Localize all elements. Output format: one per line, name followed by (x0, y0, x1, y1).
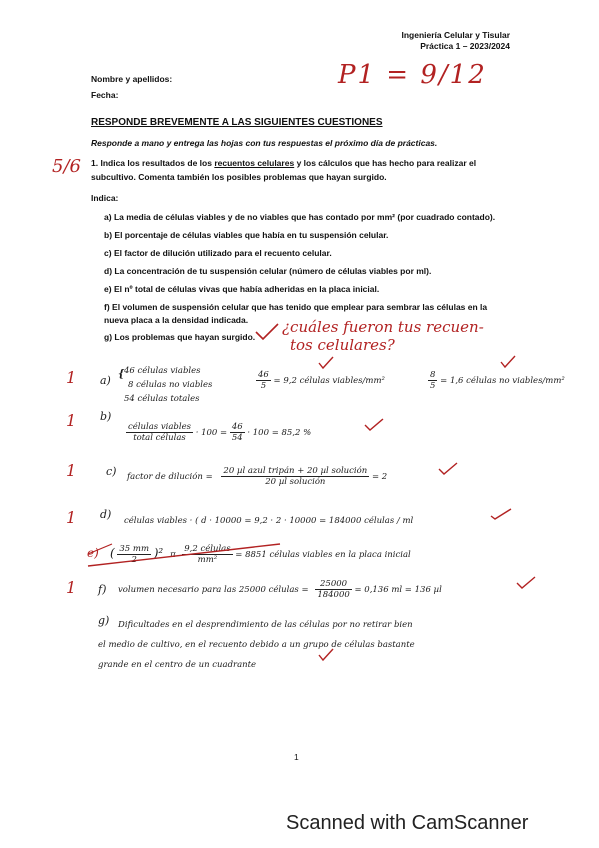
question-text (91, 158, 521, 169)
question-text-c: subcultivo. Comenta también los posibles problemas que hayan surgido. (91, 172, 387, 182)
teacher-comment-line2: tos celulares? (290, 336, 395, 354)
answer-d-label: d) (100, 508, 112, 521)
list-item: b) El porcentaje de células viables que había en tu suspensión celular. (104, 230, 389, 240)
instructions: Responde a mano y entrega las hojas con tus respuestas el próximo día de prácticas. (91, 138, 438, 148)
name-label: Nombre y apellidos: (91, 74, 173, 84)
answer-a-calc2: $\frac{8}{5}$ = 1,6 células no viables/mm² (430, 370, 565, 391)
answer-a-counts (124, 364, 212, 406)
answer-a-line3: 54 células totales (124, 394, 200, 404)
question-text-a: Indica los resultados de los (100, 158, 212, 168)
list-item: a) La media de células viables y de no viables que has contado por mm² (por cuadrado contado). (104, 212, 496, 222)
question-score: 5/6 (52, 156, 81, 177)
check-mark-icon (364, 418, 384, 432)
question-text-b: y los cálculos que has hecho para realizar el (296, 158, 477, 168)
section-title: RESPONDE BREVEMENTE A LAS SIGUIENTES CUESTIONES (91, 117, 383, 128)
list-item: c) El factor de dilución utilizado para el recuento celular. (104, 248, 332, 258)
practice-label: Práctica 1 – 2023/2024 (420, 41, 510, 51)
check-mark-icon (490, 508, 512, 520)
score-b: 1 (66, 411, 77, 430)
answer-a-line2: 8 células no viables (128, 380, 213, 390)
answer-b-calc: $\frac{\text{células viables}}{\text{total células}}$ · 100 = $\frac{46}{54}$ · 100 = 85,2 % (128, 422, 312, 443)
score-c: 1 (66, 461, 77, 480)
check-mark-icon (438, 462, 458, 476)
check-mark-icon (500, 355, 516, 369)
answer-a-calc1: $\frac{46}{5}$ = 9,2 células viables/mm² (258, 370, 385, 391)
list-item: d) La concentración de tu suspensión celular (número de células viables por ml). (104, 266, 432, 276)
answer-g-line3: grande en el centro de un cuadrante (98, 660, 257, 670)
course-header (398, 30, 510, 52)
answer-c-label: c) (106, 465, 117, 478)
answer-d-calc: células viables · ( d · 10000 = 9,2 · 2 · 10000 = 184000 células / ml (124, 516, 414, 526)
indica-label: Indica: (91, 193, 119, 203)
check-mark-icon (318, 356, 334, 370)
list-item: nueva placa a la densidad indicada. (104, 315, 249, 325)
teacher-comment-line1: ¿cuáles fueron tus recuen- (282, 318, 484, 336)
course-title: Ingeniería Celular y Tisular (401, 30, 510, 40)
question-underlined: recuentos celulares (214, 158, 295, 168)
date-label: Fecha: (91, 90, 119, 100)
answer-b-label: b) (100, 410, 112, 423)
answer-g-text (98, 615, 538, 675)
score-f: 1 (66, 578, 77, 597)
practice-grade: P1 = 9/12 (338, 60, 487, 90)
answer-a-line1: 46 células viables (124, 366, 201, 376)
camscanner-watermark: Scanned with CamScanner (286, 812, 529, 834)
check-mark-icon (254, 322, 280, 342)
list-item: g) Los problemas que hayan surgido. (104, 332, 256, 342)
answer-f-calc: volumen necesario para las 25000 células = $\frac{25000}{184000}$ = 0,136 ml = 136 µl (118, 579, 442, 600)
answer-f-label: f) (98, 583, 107, 596)
answer-c-calc: factor de dilución = $\frac{\text{20 µl azul tripán + 20 µl solución}}{\text{20 µl solución}}$ = 2 (127, 466, 388, 487)
list-item: e) El nº total de células vivas que había adheridas en la placa inicial. (104, 284, 380, 294)
strikethrough-line (84, 540, 284, 570)
answer-g-line1: Dificultades en el desprendimiento de las células por no retirar bien (118, 620, 413, 630)
answer-g-line2: el medio de cultivo, en el recuento debido a un grupo de células bastante (98, 640, 415, 650)
brace-icon: { (118, 369, 125, 380)
answer-e-calc: ( $\frac{35 mm}{2}$ )² π $\frac{\text{9,2 células}}{\text{mm²}}$ = 8851 células viables en la placa inicial (110, 544, 411, 565)
score-d: 1 (66, 508, 77, 527)
list-item: f) El volumen de suspensión celular que has tenido que emplear para sembrar las células en la (104, 302, 488, 312)
score-a: 1 (66, 368, 77, 387)
answer-e-label: e) (87, 546, 99, 560)
page-number: 1 (294, 752, 299, 762)
question-number: 1. (91, 158, 99, 168)
teacher-comment (282, 318, 484, 354)
check-mark-icon (516, 576, 536, 590)
answer-g-label: g) (98, 614, 110, 627)
check-mark-icon (318, 648, 334, 662)
answer-a-label: a) (100, 374, 111, 387)
